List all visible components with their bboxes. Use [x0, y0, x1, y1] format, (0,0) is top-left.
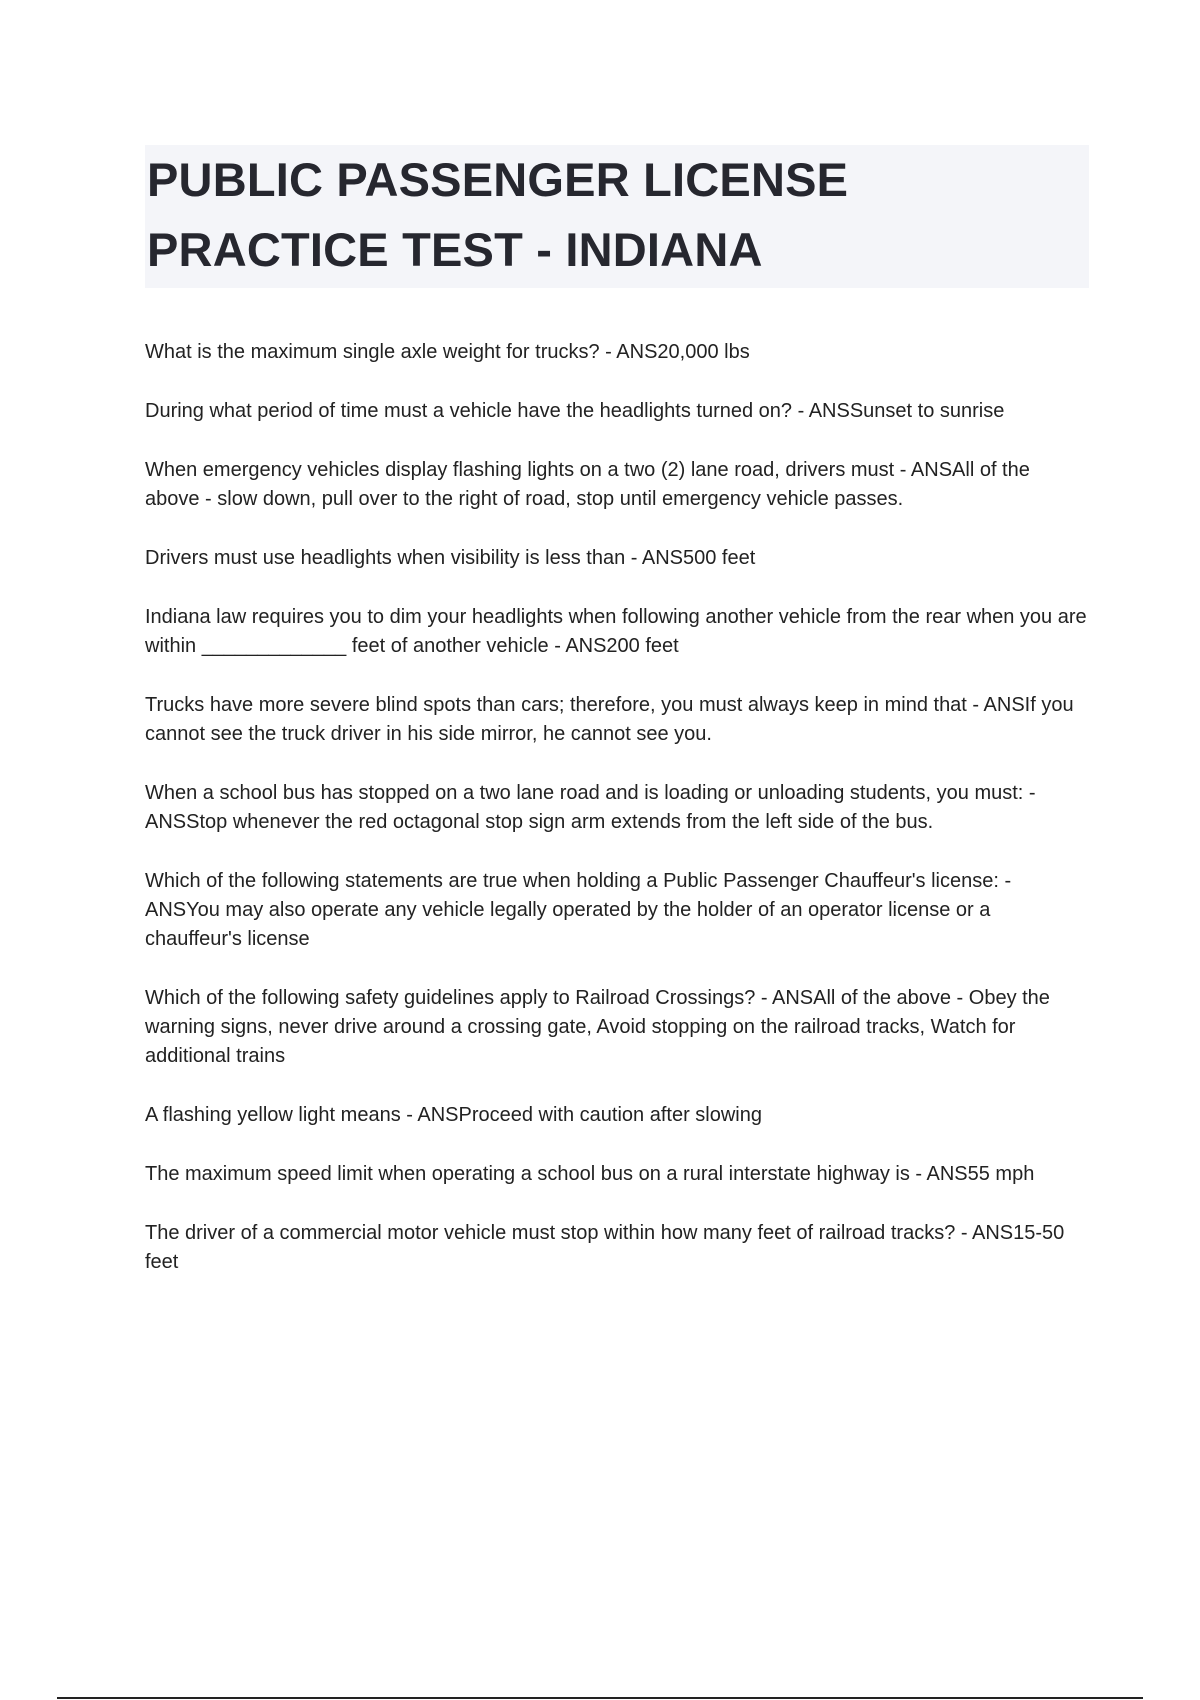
qa-item: The maximum speed limit when operating a school bus on a rural interstate highway is - ANS55 mph — [145, 1163, 1035, 1185]
question-answer-list — [145, 338, 1089, 1307]
footer-divider — [57, 1697, 1143, 1699]
qa-item: During what period of time must a vehicle have the headlights turned on? - ANSSunset to sunrise — [145, 400, 1005, 422]
title-line-2: PRACTICE TEST - INDIANA — [147, 223, 763, 276]
qa-item: Which of the following safety guidelines apply to Railroad Crossings? - ANSAll of the above - Obey the warning signs, never drive around a crossing gate, Avoid stopping on the railroad tracks, Watch for additional trains — [145, 987, 1050, 1067]
qa-item: Which of the following statements are true when holding a Public Passenger Chauffeur's license: - ANSYou may also operate any vehicle legally operated by the holder of an operator license or a chauffeur's license — [145, 870, 1012, 950]
qa-item: When emergency vehicles display flashing lights on a two (2) lane road, drivers must - ANSAll of the above - slow down, pull over to the right of road, stop until emergency vehicle passes. — [145, 459, 1030, 510]
title-line-1: PUBLIC PASSENGER LICENSE — [147, 153, 849, 206]
qa-item: Indiana law requires you to dim your headlights when following another vehicle from the rear when you are within _____________ feet of another vehicle - ANS200 feet — [145, 606, 1087, 657]
qa-item: The driver of a commercial motor vehicle must stop within how many feet of railroad tracks? - ANS15-50 feet — [145, 1222, 1065, 1273]
qa-item: A flashing yellow light means - ANSProceed with caution after slowing — [145, 1104, 762, 1126]
qa-item: When a school bus has stopped on a two lane road and is loading or unloading students, you must: - ANSStop whenever the red octagonal stop sign arm extends from the left side of the bus. — [145, 782, 1036, 833]
qa-item: Trucks have more severe blind spots than cars; therefore, you must always keep in mind that - ANSIf you cannot see the truck driver in his side mirror, he cannot see you. — [145, 694, 1074, 745]
qa-item: Drivers must use headlights when visibility is less than - ANS500 feet — [145, 547, 756, 569]
qa-item: What is the maximum single axle weight for trucks? - ANS20,000 lbs — [145, 341, 750, 363]
document-title — [145, 145, 1089, 288]
